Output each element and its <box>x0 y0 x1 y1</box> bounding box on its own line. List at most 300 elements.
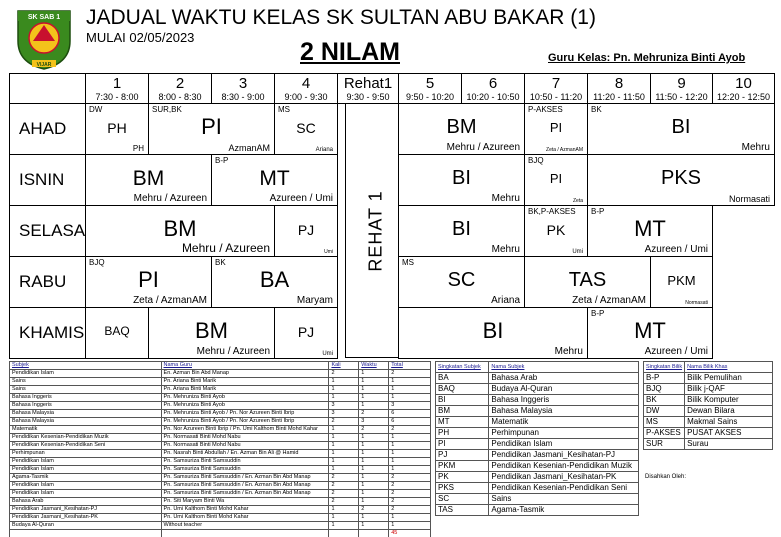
table-cell: 2 <box>359 410 389 418</box>
subject-code: MT <box>634 216 666 241</box>
table-cell: 1 <box>389 378 431 386</box>
table-cell: Pn. Samsuriza Binti Samsuddin <box>161 458 329 466</box>
table-row <box>436 472 639 483</box>
subject-code: BM <box>195 318 228 343</box>
table-cell: 2 <box>389 506 431 514</box>
table-cell: BK <box>644 395 685 406</box>
period-number: 2 <box>175 75 185 92</box>
teacher-name: Umi <box>322 351 333 357</box>
table-cell: 6 <box>389 410 431 418</box>
subject-code: BI <box>671 116 691 138</box>
subject-code: TAS <box>568 269 607 291</box>
lesson-cell <box>211 154 338 206</box>
table-cell: 1 <box>359 386 389 394</box>
table-cell: 2 <box>329 482 359 490</box>
subject-code: MT <box>259 167 290 190</box>
table-cell: 1 <box>359 498 389 506</box>
school-logo <box>12 5 76 71</box>
subject-code: PJ <box>297 324 315 340</box>
subject-code: BM <box>132 167 165 190</box>
table-row <box>10 522 431 530</box>
table-row <box>644 439 773 450</box>
table-cell: Pendidikan Islam <box>10 490 162 498</box>
table-cell: 1 <box>389 514 431 522</box>
table-cell: 3 <box>329 402 359 410</box>
corner-cell <box>9 73 86 104</box>
teacher-name: AzmanAM <box>228 143 270 153</box>
table-cell: 1 <box>359 434 389 442</box>
period-time: 10:20 - 10:50 <box>466 92 520 102</box>
table-cell: BJQ <box>644 384 685 395</box>
lesson-cell <box>85 103 149 155</box>
table-cell: PJ <box>436 450 489 461</box>
table-cell: Pendidikan Kesenian-Pendidikan Muzik <box>10 434 162 442</box>
table-cell: Pn. Normasati Binti Mohd Nabu <box>161 434 329 442</box>
column-header: Singkatan Subjek <box>436 362 489 373</box>
table-cell: Dewan Bilara <box>685 406 773 417</box>
column-header: Kali <box>329 362 359 370</box>
teacher-name: Mehru / Azureen <box>133 193 207 204</box>
table-cell: Bahasa Arab <box>489 373 639 384</box>
table-cell: Bahasa Malaysia <box>10 410 162 418</box>
subject-code: PKS <box>660 167 702 189</box>
period-number: 1 <box>112 75 122 92</box>
table-cell: Pn. Nasrah Binti Abdullah / En. Azman Bin Ali @ Hamid <box>161 450 329 458</box>
table-row <box>10 434 431 442</box>
table-cell: 2 <box>359 506 389 514</box>
table-cell: 1 <box>329 442 359 450</box>
table-cell: Bilik Komputer <box>685 395 773 406</box>
period-time: 11:50 - 12:20 <box>655 92 708 102</box>
table-cell: BM <box>436 406 489 417</box>
timetable-grid <box>9 73 774 358</box>
table-cell: Bahasa Inggeris <box>10 394 162 402</box>
table-cell: PKS <box>436 483 489 494</box>
table-cell: 1 <box>359 522 389 530</box>
table-cell: 1 <box>329 506 359 514</box>
table-cell: Matematik <box>10 426 162 434</box>
table-cell: 1 <box>329 458 359 466</box>
lesson-cell <box>398 205 525 257</box>
table-cell: 2 <box>389 474 431 482</box>
table-cell <box>329 530 359 537</box>
table-cell: MT <box>436 417 489 428</box>
table-cell: P-AKSES <box>644 428 685 439</box>
subject-code: PKM <box>667 273 696 288</box>
rehat-label: REHAT 1 <box>365 189 386 272</box>
table-cell: 1 <box>329 426 359 434</box>
lesson-cell <box>587 307 713 359</box>
room-tag: MS <box>402 258 414 267</box>
table-cell: 1 <box>389 394 431 402</box>
table-cell: Pn. Samsuriza Binti Samsuddin <box>161 466 329 474</box>
table-cell: Pendidikan Kesenian-Pendidikan Seni <box>489 483 639 494</box>
table-cell: Pendidikan Jasmani_Kesihatan-PJ <box>10 506 162 514</box>
room-legend-table <box>643 361 773 450</box>
table-row <box>644 373 773 384</box>
subject-code: BAQ <box>104 324 130 338</box>
table-cell: Pendidikan Islam <box>10 370 162 378</box>
room-tag: P-AKSES <box>528 105 563 114</box>
table-cell: 1 <box>359 450 389 458</box>
table-cell: 6 <box>389 418 431 426</box>
table-cell: TAS <box>436 505 489 516</box>
table-row <box>10 506 431 514</box>
subject-code: PI <box>138 267 159 292</box>
table-cell: PKM <box>436 461 489 472</box>
table-cell: 1 <box>329 394 359 402</box>
table-row <box>10 410 431 418</box>
table-cell: Pendidikan Islam <box>489 439 639 450</box>
table-row <box>436 450 639 461</box>
teacher-name: Maryam <box>296 295 333 306</box>
table-row <box>10 482 431 490</box>
table-cell: 2 <box>389 490 431 498</box>
lesson-cell <box>148 307 275 359</box>
teacher-workload-table <box>9 361 431 537</box>
table-cell: Pendidikan Kesenian-Pendidikan Seni <box>10 442 162 450</box>
table-cell: Perhimpunan <box>489 428 639 439</box>
table-row <box>436 439 639 450</box>
table-row <box>10 418 431 426</box>
period-header <box>211 73 275 104</box>
lesson-cell <box>85 154 212 206</box>
day-label-isnin: ISNIN <box>9 154 86 206</box>
table-row <box>10 466 431 474</box>
period-time: 8:00 - 8:30 <box>158 92 202 102</box>
lesson-cell <box>85 256 212 308</box>
teacher-name: Zeta / AzmanAM <box>133 295 207 306</box>
table-row <box>10 498 431 506</box>
room-tag: B-P <box>591 207 605 216</box>
table-cell: Sains <box>489 494 639 505</box>
room-tag: B-P <box>591 309 605 318</box>
lesson-cell <box>587 154 775 206</box>
period-header <box>398 73 462 104</box>
lesson-cell <box>398 103 525 155</box>
subject-code: BA <box>259 267 290 292</box>
room-tag: MS <box>278 105 290 114</box>
teacher-name: Azureen / Umi <box>644 346 708 357</box>
table-cell <box>10 530 162 537</box>
period-number: 4 <box>301 75 311 92</box>
teacher-name: Normasati <box>685 300 708 306</box>
column-header: Nama Guru <box>161 362 329 370</box>
lesson-cell <box>587 103 775 155</box>
table-cell: Pn. Siti Maryam Binti Wa <box>161 498 329 506</box>
column-header: Nama Subjek <box>489 362 639 373</box>
period-time: 9:00 - 9:30 <box>284 92 328 102</box>
table-cell: Sains <box>10 386 162 394</box>
table-cell: 2 <box>389 482 431 490</box>
teacher-name: Ariana <box>315 147 333 153</box>
teacher-name: Umi <box>572 249 583 255</box>
table-row <box>644 428 773 439</box>
table-cell: Pendidikan Jasmani_Kesihatan-PK <box>10 514 162 522</box>
total-row <box>10 530 431 537</box>
subject-code: SC <box>447 269 476 291</box>
table-cell: 1 <box>389 466 431 474</box>
lesson-cell <box>524 103 588 155</box>
table-header-row <box>436 362 639 373</box>
teacher-name: Azureen / Umi <box>269 193 333 204</box>
table-row <box>436 483 639 494</box>
subject-code: BI <box>452 218 471 240</box>
table-cell: BAQ <box>436 384 489 395</box>
table-cell: Pn. Ariana Binti Marik <box>161 386 329 394</box>
table-cell: Sains <box>10 378 162 386</box>
table-cell: DW <box>644 406 685 417</box>
period-time: 10:50 - 11:20 <box>529 92 583 102</box>
column-header: Singkatan Bilik <box>644 362 685 373</box>
room-tag: SUR,BK <box>152 105 182 114</box>
period-time: 7:30 - 8:00 <box>95 92 139 102</box>
table-header-row <box>644 362 773 373</box>
table-cell: Pn. Nor Azureen Binti Ibrip / Pn. Umi Kalthom Binti Mohd Kahar <box>161 426 329 434</box>
period-time: 9:50 - 10:20 <box>405 92 455 102</box>
table-cell: Surau <box>685 439 773 450</box>
table-row <box>10 386 431 394</box>
grand-total: 45 <box>389 530 431 537</box>
table-cell: Pn. Mehruniza Binti Ayob <box>161 402 329 410</box>
approved-by-label: Disahkan Oleh: <box>645 474 687 480</box>
table-cell: Bahasa Malaysia <box>10 418 162 426</box>
table-cell: 2 <box>389 426 431 434</box>
table-cell: Budaya Al-Quran <box>10 522 162 530</box>
table-cell: Perhimpunan <box>10 450 162 458</box>
teacher-name: Mehru / Azureen <box>196 346 270 357</box>
table-row <box>10 514 431 522</box>
table-cell: 2 <box>329 490 359 498</box>
table-cell: Pn. Ariana Binti Marik <box>161 378 329 386</box>
table-row <box>10 442 431 450</box>
period-number: 5 <box>425 75 435 92</box>
lesson-cell <box>274 205 338 257</box>
table-cell: 1 <box>389 434 431 442</box>
teacher-name: Mehru <box>741 142 770 153</box>
table-cell: Pendidikan Islam <box>10 458 162 466</box>
table-cell: 1 <box>359 514 389 522</box>
table-cell: Pn. Umi Kalthom Binti Mohd Kahar <box>161 506 329 514</box>
table-cell: 2 <box>329 370 359 378</box>
column-header: Total <box>389 362 431 370</box>
lesson-cell <box>148 103 275 155</box>
subject-code: BI <box>482 318 504 343</box>
logo-banner: VIJAR <box>36 62 52 68</box>
table-header-row <box>10 362 431 370</box>
table-row <box>436 384 639 395</box>
table-row <box>644 417 773 428</box>
day-label-selasa: SELASA <box>9 205 86 257</box>
period-number: 9 <box>677 75 686 92</box>
teacher-name: PH <box>132 144 144 153</box>
table-cell: Budaya Al-Quran <box>489 384 639 395</box>
period-header <box>85 73 149 104</box>
table-cell: Bahasa Arab <box>10 498 162 506</box>
teacher-name: Normasati <box>728 194 770 204</box>
subject-code: BM <box>163 216 197 241</box>
table-cell: 1 <box>329 514 359 522</box>
table-cell: 2 <box>329 418 359 426</box>
table-cell: Bilik j-QAF <box>685 384 773 395</box>
table-cell: Pn. Samsuriza Binti Samsuddin / En. Azman Bin Abd Manap <box>161 474 329 482</box>
table-cell: Agama-Tasmik <box>10 474 162 482</box>
day-label-khamis: KHAMIS <box>9 307 86 359</box>
table-row <box>10 370 431 378</box>
table-cell: 1 <box>359 490 389 498</box>
room-tag: BK <box>591 105 602 114</box>
period-header <box>650 73 713 104</box>
table-cell: BI <box>436 395 489 406</box>
table-cell: 2 <box>359 426 389 434</box>
day-label-rabu: RABU <box>9 256 86 308</box>
table-cell: 1 <box>359 466 389 474</box>
period-number: 6 <box>488 75 498 92</box>
lesson-cell <box>274 307 338 359</box>
lesson-cell <box>650 256 713 308</box>
table-cell: 1 <box>359 402 389 410</box>
lesson-cell <box>274 103 338 155</box>
period-number: 8 <box>614 75 624 92</box>
period-header <box>712 73 775 104</box>
table-row <box>10 474 431 482</box>
column-header: Subjek <box>10 362 162 370</box>
table-cell <box>161 530 329 537</box>
table-cell: Pn. Mehruniza Binti Ayob / Pn. Nor Azureen Binti Ibrip <box>161 418 329 426</box>
subject-code: PH <box>107 120 127 136</box>
period-header <box>524 73 588 104</box>
table-cell: Bilik Pemulihan <box>685 373 773 384</box>
table-cell: BA <box>436 373 489 384</box>
lesson-cell <box>587 205 713 257</box>
table-cell: Makmal Sains <box>685 417 773 428</box>
teacher-name: Zeta / AzmanAM <box>572 295 646 306</box>
period-number: Rehat1 <box>343 75 393 92</box>
table-cell: 1 <box>329 466 359 474</box>
day-label-ahad: AHAD <box>9 103 86 155</box>
table-row <box>10 394 431 402</box>
table-cell: Pendidikan Islam <box>10 466 162 474</box>
table-cell: 1 <box>329 386 359 394</box>
logo-text: SK SAB 1 <box>27 14 61 21</box>
table-cell: 1 <box>389 450 431 458</box>
table-cell: Pn. Normasati Binti Mohd Nabu <box>161 442 329 450</box>
subject-code: PI <box>549 171 563 186</box>
table-row <box>436 494 639 505</box>
table-cell: 1 <box>359 458 389 466</box>
table-cell: 1 <box>359 482 389 490</box>
table-cell: 1 <box>389 458 431 466</box>
lesson-cell <box>211 256 338 308</box>
table-row <box>644 384 773 395</box>
table-cell: Pendidikan Islam <box>10 482 162 490</box>
table-cell: 1 <box>389 522 431 530</box>
table-cell: Pendidikan Kesenian-Pendidikan Muzik <box>489 461 639 472</box>
table-cell: Bahasa Inggeris <box>489 395 639 406</box>
subject-code: PK <box>546 222 566 238</box>
room-tag: BK <box>215 258 226 267</box>
table-row <box>436 406 639 417</box>
table-cell: SC <box>436 494 489 505</box>
table-cell: Agama-Tasmik <box>489 505 639 516</box>
table-cell: 1 <box>359 394 389 402</box>
table-cell: 3 <box>359 418 389 426</box>
subject-code: PI <box>549 120 563 135</box>
table-row <box>10 458 431 466</box>
teacher-name: Mehru / Azureen <box>446 142 520 153</box>
table-cell: Pendidikan Jasmani_Kesihatan-PK <box>489 472 639 483</box>
lesson-cell <box>398 307 588 359</box>
table-cell: Pendidikan Jasmani_Kesihatan-PJ <box>489 450 639 461</box>
lesson-cell <box>398 154 525 206</box>
table-row <box>436 373 639 384</box>
table-row <box>436 428 639 439</box>
period-time: 12:20 - 12:50 <box>716 92 771 102</box>
class-name: 2 NILAM <box>300 38 400 66</box>
table-row <box>436 417 639 428</box>
start-date: MULAI 02/05/2023 <box>86 30 195 45</box>
period-number: 7 <box>551 75 561 92</box>
table-cell: Pn. Umi Kalthom Binti Mohd Kahar <box>161 514 329 522</box>
room-tag: BJQ <box>528 156 544 165</box>
class-teacher: Guru Kelas: Pn. Mehruniza Binti Ayob <box>548 52 746 64</box>
table-cell: Pn. Mehruniza Binti Ayob / Pn. Nor Azureen Binti Ibrip <box>161 410 329 418</box>
table-cell: Pn. Samsuriza Binti Samsuddin / En. Azman Bin Abd Manap <box>161 482 329 490</box>
table-cell: 1 <box>359 474 389 482</box>
table-cell: PH <box>436 428 489 439</box>
table-cell: MS <box>644 417 685 428</box>
teacher-name: Umi <box>324 249 333 255</box>
table-cell: PUSAT AKSES <box>685 428 773 439</box>
table-row <box>436 505 639 516</box>
room-tag: DW <box>89 105 103 114</box>
room-tag: BK,P-AKSES <box>528 207 576 216</box>
table-cell: 1 <box>329 522 359 530</box>
page-title: JADUAL WAKTU KELAS SK SULTAN ABU BAKAR (1) <box>86 6 596 29</box>
table-cell: 1 <box>329 434 359 442</box>
period-header <box>274 73 338 104</box>
table-cell: 1 <box>389 442 431 450</box>
table-row <box>436 395 639 406</box>
period-header <box>587 73 651 104</box>
period-time: 11:20 - 11:50 <box>593 92 645 102</box>
period-number: 3 <box>238 75 248 92</box>
lesson-cell <box>524 205 588 257</box>
room-tag: B-P <box>215 156 229 165</box>
lesson-cell <box>398 256 525 308</box>
table-cell: Bahasa Malaysia <box>489 406 639 417</box>
teacher-name: Mehru <box>491 244 520 255</box>
table-cell: B-P <box>644 373 685 384</box>
table-cell: 1 <box>389 386 431 394</box>
table-cell: Pn. Samsuriza Binti Samsuddin / En. Azman Bin Abd Manap <box>161 490 329 498</box>
table-cell: 1 <box>329 450 359 458</box>
table-row <box>10 402 431 410</box>
table-cell: 3 <box>389 402 431 410</box>
teacher-name: Mehru <box>491 193 520 204</box>
table-row <box>10 426 431 434</box>
subject-code: PI <box>201 114 222 139</box>
table-cell: 3 <box>329 410 359 418</box>
room-tag: BJQ <box>89 258 105 267</box>
table-cell: 1 <box>329 378 359 386</box>
period-header <box>148 73 212 104</box>
table-cell: Without teacher <box>161 522 329 530</box>
period-number: 10 <box>735 75 752 92</box>
subject-code: BI <box>452 167 471 189</box>
teacher-name: Mehru / Azureen <box>181 241 270 255</box>
period-header <box>337 73 399 104</box>
